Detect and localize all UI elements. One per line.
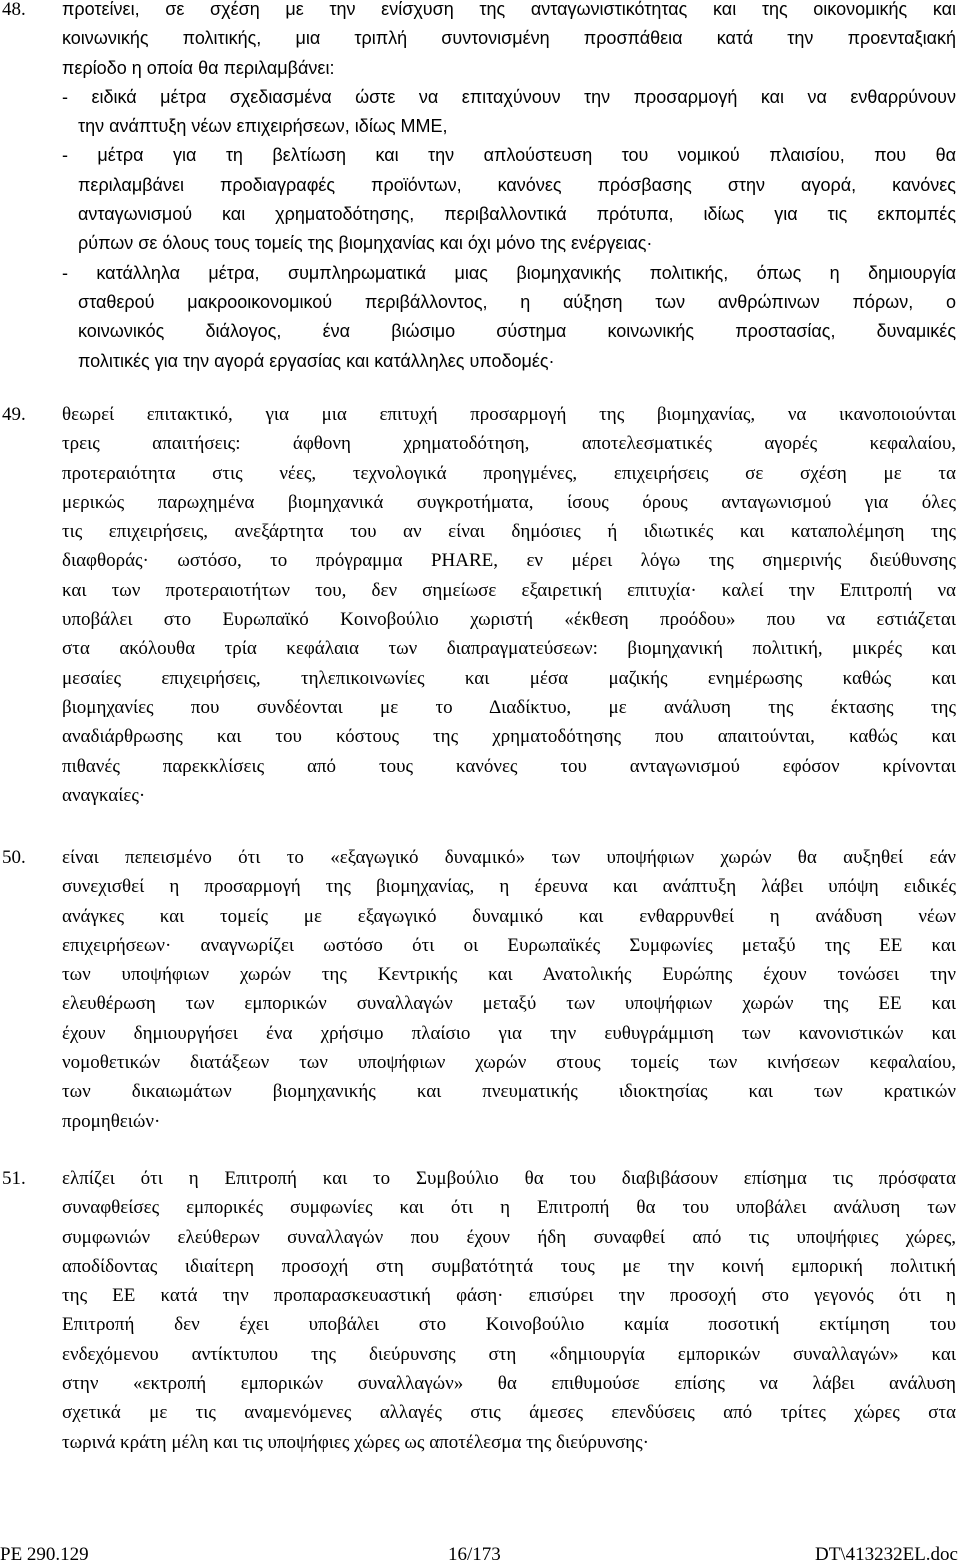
page-footer <box>0 1544 960 1568</box>
text-line: έχουν δημιουργήσει ένα χρήσιμο πλαίσιο για την ευθυγράμμιση των κανονιστικών και <box>62 1022 956 1044</box>
text-line: ενδεχόμενου αντίκτυπου της διεύρυνσης στη «δημιουργία εμπορικών συναλλαγών» και <box>62 1343 956 1365</box>
text-line: πολιτικές για την αγορά εργασίας και κατάλληλες υποδομές· <box>78 350 555 371</box>
text-line: ελευθέρωση των εμπορικών συναλλαγών μεταξύ των υποψήφιων χωρών της ΕΕ και <box>62 993 956 1015</box>
text-line: σχετικά με τις αναμενόμενες αλλαγές στις άμεσες επενδύσεις από τρίτες χώρες στα <box>62 1402 956 1424</box>
text-line: συναφθείσες εμπορικές συμφωνίες και ότι η Επιτροπή θα του υποβάλει ανάλυση των <box>62 1197 956 1219</box>
text-line: διαφθοράς· ωστόσο, το πρόγραμμα PHARE, εν μέρει λόγω της σημερινής διεύθυνσης <box>62 550 956 572</box>
text-line: - μέτρα για τη βελτίωση και την απλούστευση του νομικού πλαισίου, που θα <box>62 145 956 166</box>
text-line: την ανάπτυξη νέων επιχειρήσεων, ιδίως ΜΜΕ, <box>78 116 448 137</box>
text-line: συμφωνιών ελεύθερων συναλλαγών που έχουν ήδη συναφθεί από τις υποψήφιες χώρες, <box>62 1226 956 1248</box>
text-line: στα ακόλουθα τρία κεφάλαια των διαπραγματεύσεων: βιομηχανική πολιτική, μικρές και <box>62 638 956 660</box>
text-line: αποδίδοντας ιδιαίτερη προσοχή στη συμβατότητά τους με την κοινή εμπορική πολιτική <box>62 1255 956 1277</box>
text-line: νομοθετικών διατάξεων των υποψήφιων χωρών στους τομείς των κινήσεων κεφαλαίου, <box>62 1052 956 1074</box>
text-line: μεσαίες επιχειρήσεις, τηλεπικοινωνίες και μέσα μαζικής ενημέρωσης καθώς και <box>62 667 956 689</box>
text-line: υποβάλει στο Ευρωπαϊκό Κοινοβούλιο χωριστή «έκθεση προόδου» που να εστιάζεται <box>62 609 956 631</box>
text-line: μερικώς παρωχημένα βιομηχανικά συγκροτήματα, ίσους όρους ανταγωνισμού για όλες <box>62 491 956 513</box>
text-line: αναγκαίες· <box>62 784 146 806</box>
text-line: - ειδικά μέτρα σχεδιασμένα ώστε να επιταχύνουν την προσαρμογή και να ενθαρρύνουν <box>62 86 956 107</box>
text-line: αναδιάρθρωσης και του κόστους της χρηματοδότησης που απαιτούνται, καθώς και <box>62 726 956 748</box>
text-line: στην «εκτροπή εμπορικών συναλλαγών» θα επιθυμούσε επίσης να λάβει ανάλυση <box>62 1373 956 1395</box>
text-line: Επιτροπή δεν έχει υποβάλει στο Κοινοβούλιο καμία ποσοτική εκτίμηση του <box>62 1314 956 1336</box>
text-line: επιχειρήσεων· αναγνωρίζει ωστόσο ότι οι Ευρωπαϊκές Συμφωνίες μεταξύ της ΕΕ και <box>62 934 956 956</box>
text-line: ελπίζει ότι η Επιτροπή και το Συμβούλιο θα του διαβιβάσουν επίσημα τις πρόσφατα <box>62 1168 956 1189</box>
text-line: περιλαμβάνει προδιαγραφές προϊόντων, κανόνες πρόσβασης στην αγορά, κανόνες <box>78 174 956 195</box>
text-line: των υποψήφιων χωρών της Κεντρικής και Ανατολικής Ευρώπης έχουν τονώσει την <box>62 964 956 986</box>
text-line: σταθερού μακροοικονομικού περιβάλλοντος, η αύξηση των ανθρώπινων πόρων, ο <box>78 291 956 312</box>
document-reference: PE 290.129 <box>0 1544 89 1565</box>
text-line: κοινωνικός διάλογος, ένα βιώσιμο σύστημα κοινωνικής προστασίας, δυναμικές <box>78 321 956 342</box>
paragraph-number: 49. <box>2 404 26 425</box>
text-line: της ΕΕ κατά την προπαρασκευαστική φάση· επισύρει την προσοχή στο γεγονός ότι η <box>62 1285 956 1307</box>
text-line: ανάγκες και τομείς με εξαγωγικό δυναμικό και ενθαρρυνθεί η ανάδυση νέων <box>62 905 956 927</box>
text-line: προτείνει, σε σχέση με την ενίσχυση της ανταγωνιστικότητας και της οικονομικής και <box>62 0 956 19</box>
page-number: 16/173 <box>448 1544 501 1565</box>
text-line: βιομηχανίες που συνδέονται με το Διαδίκτυο, με ανάλυση της έκτασης της <box>62 696 956 718</box>
text-line: πιθανές παρεκκλίσεις από τους κανόνες του ανταγωνισμού εφόσον κρίνονται <box>62 755 956 777</box>
text-line: των δικαιωμάτων βιομηχανικής και πνευματικής ιδιοκτησίας και των κρατικών <box>62 1081 956 1103</box>
text-line: περίοδο η οποία θα περιλαμβάνει: <box>62 57 335 78</box>
text-line: προτεραιότητα στις νέες, τεχνολογικά προηγμένες, επιχειρήσεις σε σχέση με τα <box>62 462 956 484</box>
text-line: κοινωνικής πολιτικής, μια τριπλή συντονισμένη προσπάθεια κατά την προενταξιακή <box>62 28 956 49</box>
paragraph-number: 50. <box>2 847 26 868</box>
paragraph-number: 51. <box>2 1168 26 1189</box>
paragraph-body <box>62 1164 956 1457</box>
text-line: ανταγωνισμού και χρηματοδότησης, περιβαλλοντικά πρότυπα, ιδίως για τις εκπομπές <box>78 204 956 225</box>
file-name: DT\413232EL.doc <box>814 1544 958 1565</box>
paragraph-number: 48. <box>2 0 26 20</box>
text-line: - κατάλληλα μέτρα, συμπληρωματικά μιας βιομηχανικής πολιτικής, όπως η δημιουργία <box>62 262 956 283</box>
text-line: συνεχισθεί η προσαρμογή της βιομηχανίας, η έρευνα και ανάπτυξη λάβει υπόψη ειδικές <box>62 876 956 898</box>
text-line: ρύπων σε όλους τους τομείς της βιομηχανίας και όχι μόνο της ενέργειας· <box>78 233 653 254</box>
text-line: θεωρεί επιτακτικό, για μια επιτυχή προσαρμογή της βιομηχανίας, να ικανοποιούνται <box>62 404 956 425</box>
paragraph-body <box>62 400 956 810</box>
paragraph-body <box>62 0 956 376</box>
text-line: τρεις απαιτήσεις: άφθονη χρηματοδότηση, αποτελεσματικές αγορές κεφαλαίου, <box>62 433 956 455</box>
text-line: είναι πεπεισμένο ότι το «εξαγωγικό δυναμικό» των υποψήφιων χωρών θα αυξηθεί εάν <box>62 847 956 868</box>
text-line: προμηθειών· <box>62 1110 161 1132</box>
text-line: τωρινά κράτη μέλη και τις υποψήφιες χώρες ως αποτέλεσμα της διεύρυνσης· <box>62 1431 649 1453</box>
text-line: τις επιχειρήσεις, ανεξάρτητα του αν είναι δημόσιες ή ιδιωτικές και καταπολέμηση της <box>62 521 956 543</box>
text-line: και των προτεραιοτήτων του, δεν σημείωσε εξαιρετική επιτυχία· καλεί την Επιτροπή να <box>62 579 956 601</box>
paragraph-body <box>62 843 956 1136</box>
